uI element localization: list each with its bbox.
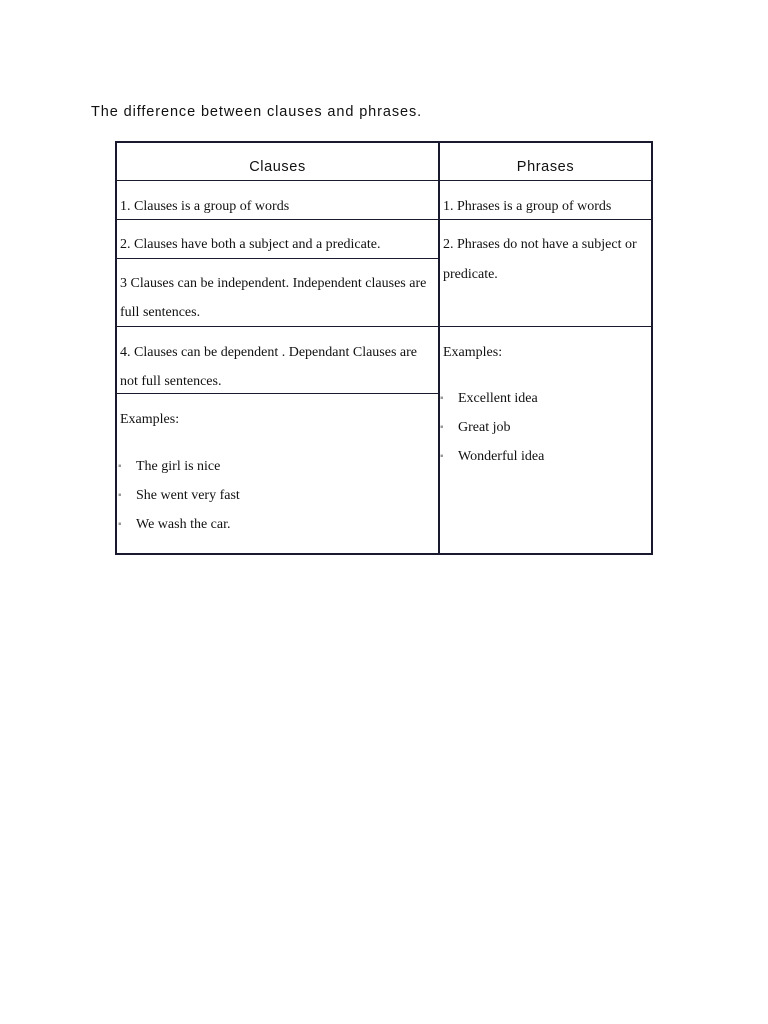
phrases-point-2-line-1: 2. Phrases do not have a subject or — [443, 237, 637, 252]
phrases-examples-label: Examples: — [443, 345, 503, 360]
clauses-examples-list — [118, 452, 240, 539]
header-divider — [117, 180, 651, 181]
bullet-icon: ▪ — [118, 461, 122, 472]
clauses-point-3-line-2: full sentences. — [120, 305, 201, 320]
header-phrases: Phrases — [516, 159, 575, 175]
bullet-icon: ▪ — [440, 451, 444, 462]
page-title: The difference between clauses and phrases. — [91, 104, 423, 120]
list-item: ▪ We wash the car. — [136, 510, 240, 539]
list-item: ▪ She went very fast — [136, 481, 240, 510]
clauses-point-4-line-2: not full sentences. — [120, 374, 222, 389]
bullet-icon: ▪ — [440, 393, 444, 404]
bullet-icon: ▪ — [118, 490, 122, 501]
bullet-icon: ▪ — [118, 519, 122, 530]
column-divider — [438, 143, 440, 553]
clauses-point-3-line-1: 3 Clauses can be independent. Independent clauses are — [120, 276, 427, 291]
clauses-point-2: 2. Clauses have both a subject and a predicate. — [120, 237, 381, 252]
clauses-examples-label: Examples: — [120, 412, 180, 427]
comparison-table — [115, 141, 653, 555]
list-item: ▪ Wonderful idea — [458, 442, 544, 471]
clauses-point-4-line-1: 4. Clauses can be dependent . Dependant Clauses are — [120, 345, 418, 360]
phrases-point-2-line-2: predicate. — [443, 267, 498, 282]
list-item: ▪ Excellent idea — [458, 384, 544, 413]
list-item: ▪ The girl is nice — [136, 452, 240, 481]
list-item: ▪ Great job — [458, 413, 544, 442]
bullet-icon: ▪ — [440, 422, 444, 433]
phrases-examples-list — [440, 384, 545, 471]
phrases-point-1: 1. Phrases is a group of words — [443, 199, 612, 214]
header-clauses: Clauses — [249, 159, 306, 175]
clauses-point-1: 1. Clauses is a group of words — [120, 199, 290, 214]
